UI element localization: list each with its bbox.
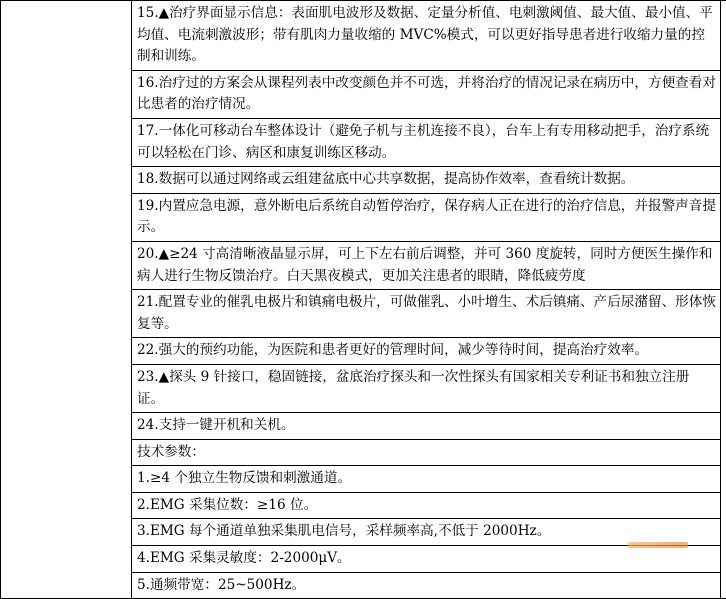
- spec-item-16: 16.治疗过的方案会从课程列表中改变颜色并不可选，并将治疗的情况记录在病历中，方便查看对比患者的治疗情况。: [132, 70, 721, 118]
- table-row: [1, 1, 726, 71]
- tech-param-1: 1.≥4 个独立生物反馈和刺激通道。: [132, 466, 721, 493]
- spec-item-24: 24.支持一键开机和关机。: [132, 413, 721, 440]
- table-left-column: [1, 1, 132, 599]
- spec-item-23: 23.▲探头 9 针接口，稳固链接，盆底治疗探头和一次性探头有国家相关专利证书和独立注册证。: [132, 364, 721, 412]
- watermark-strip: [628, 542, 688, 548]
- tech-param-4: 4.EMG 采集灵敏度：2-2000μV。: [132, 546, 721, 573]
- spec-item-22: 22.强大的预约功能，为医院和患者更好的管理时间，减少等待时间，提高治疗效率。: [132, 338, 721, 365]
- spec-item-21: 21.配置专业的催乳电极片和镇痛电极片，可做催乳、小叶增生、术后镇痛、产后尿潴留、形体恢复等。: [132, 290, 721, 338]
- table-right-edge: [721, 1, 726, 599]
- spec-item-15: 15.▲治疗界面显示信息：表面肌电波形及数据、定量分析值、电刺激阈值、最大值、最小值、平均值、电流刺激波形；带有肌肉力量收缩的 MVC%模式，可以更好指导患者进行收缩力量的控制和训练。: [132, 1, 721, 71]
- tech-params-heading: 技术参数：: [132, 439, 721, 466]
- spec-item-19: 19.内置应急电源，意外断电后系统自动暂停治疗，保存病人正在进行的治疗信息，并报警声音提示。: [132, 193, 721, 241]
- spec-item-18: 18.数据可以通过网络或云组建盆底中心共享数据，提高协作效率，查看统计数据。: [132, 167, 721, 194]
- spec-item-17: 17.一体化可移动台车整体设计（避免子机与主机连接不良），台车上有专用移动把手，治疗系统可以轻松在门诊、病区和康复训练区移动。: [132, 118, 721, 166]
- tech-param-5: 5.通频带宽：25~500Hz。: [132, 572, 721, 599]
- tech-param-2: 2.EMG 采集位数：≥16 位。: [132, 492, 721, 519]
- spec-item-20: 20.▲≥24 寸高清晰液晶显示屏，可上下左右前后调整，并可 360 度旋转，同时方便医生操作和病人进行生物反馈治疗。白天黑夜模式，更加关注患者的眼睛，降低疲劳度: [132, 241, 721, 289]
- tech-param-3: 3.EMG 每个通道单独采集肌电信号，采样频率高,不低于 2000Hz。: [132, 519, 721, 546]
